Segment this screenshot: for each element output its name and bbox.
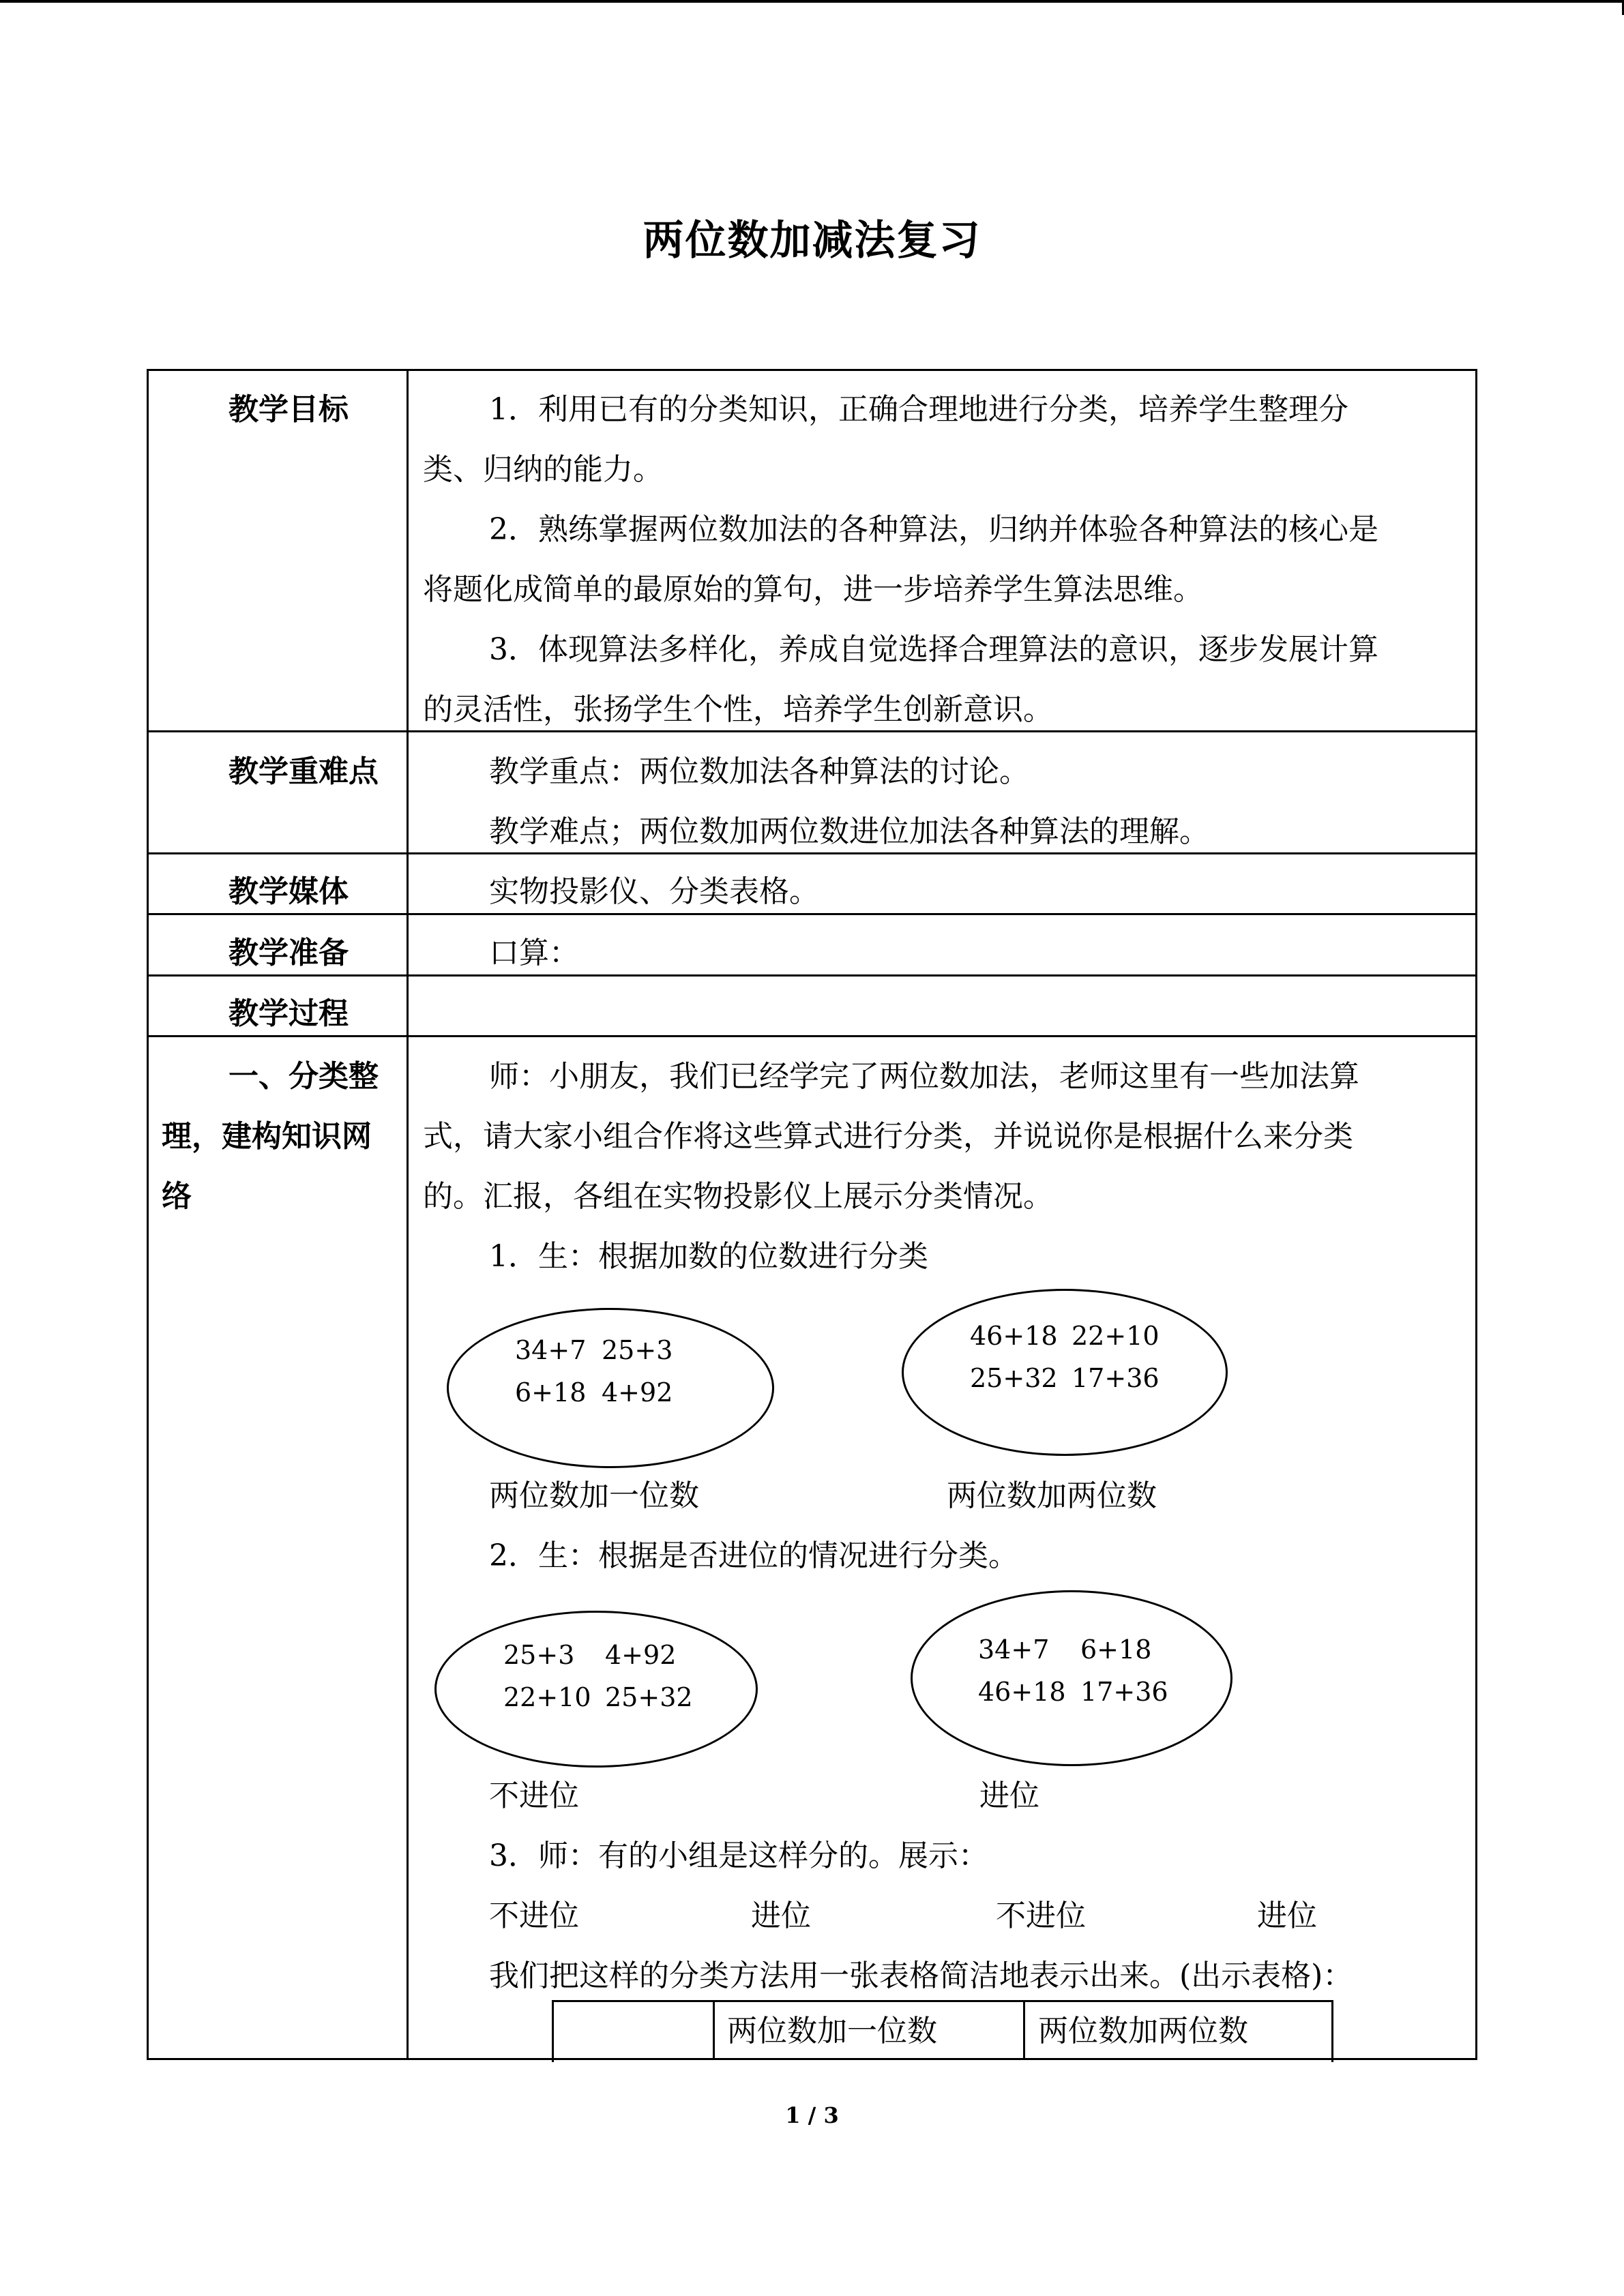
step3-text: 3．师：有的小组是这样分的。展示： xyxy=(489,1838,988,1873)
classification-table-header: 两位数加一位数 xyxy=(727,2014,937,2048)
ellipse-two-digit-plus-two-digit xyxy=(902,1289,1228,1456)
caption: 不进位 xyxy=(489,1778,579,1813)
media-value: 实物投影仪、分类表格。 xyxy=(489,874,819,909)
equation: 22+10 xyxy=(1072,1321,1160,1351)
key-point-line: 教学重点：两位数加法各种算法的讨论。 xyxy=(489,754,1029,789)
process-label: 教学过程 xyxy=(228,996,349,1031)
table-column-divider xyxy=(407,369,409,2060)
goals-line: 的灵活性，张扬学生个性，培养学生创新意识。 xyxy=(423,692,1053,727)
classification-table-header: 两位数加两位数 xyxy=(1038,2014,1248,2048)
section1-label: 一、分类整 xyxy=(228,1059,379,1094)
equation: 46+18 xyxy=(978,1677,1066,1707)
media-label: 教学媒体 xyxy=(228,874,349,909)
page-title: 两位数加减法复习 xyxy=(643,217,981,265)
step3-label: 进位 xyxy=(751,1898,811,1933)
prep-label: 教学准备 xyxy=(228,936,349,970)
equation: 25+32 xyxy=(605,1682,693,1712)
equation: 46+18 xyxy=(970,1321,1058,1351)
ellipse-no-carry xyxy=(434,1611,758,1768)
table-intro: 我们把这样的分类方法用一张表格简洁地表示出来。(出示表格)： xyxy=(489,1958,1353,1993)
key-points-label: 教学重难点 xyxy=(228,754,379,789)
goals-line: 将题化成简单的最原始的算句，进一步培养学生算法思维。 xyxy=(423,572,1203,607)
goals-line: 1．利用已有的分类知识，正确合理地进行分类，培养学生整理分 xyxy=(489,392,1348,427)
goals-line: 3．体现算法多样化，养成自觉选择合理算法的意识，逐步发展计算 xyxy=(489,632,1378,667)
caption: 进位 xyxy=(979,1778,1039,1813)
equation: 25+32 xyxy=(970,1363,1058,1393)
intro-line: 式，请大家小组合作将这些算式进行分类，并说说你是根据什么来分类 xyxy=(423,1119,1353,1154)
classification-table-divider xyxy=(1023,2000,1025,2060)
equation: 34+7 xyxy=(978,1635,1050,1665)
step1-text: 1．生：根据加数的位数进行分类 xyxy=(489,1239,928,1274)
ellipse-carry xyxy=(911,1590,1232,1766)
classification-table-divider xyxy=(713,2000,715,2060)
equation: 17+36 xyxy=(1080,1677,1168,1707)
intro-line: 的。汇报，各组在实物投影仪上展示分类情况。 xyxy=(423,1179,1053,1214)
intro-line: 师：小朋友，我们已经学完了两位数加法，老师这里有一些加法算 xyxy=(489,1059,1359,1094)
equation: 25+3 xyxy=(503,1640,575,1670)
equation: 22+10 xyxy=(503,1682,591,1712)
equation: 6+18 xyxy=(515,1377,587,1407)
caption: 两位数加一位数 xyxy=(489,1478,699,1513)
equation: 34+7 xyxy=(515,1335,587,1365)
step3-label: 进位 xyxy=(1257,1898,1317,1933)
equation: 6+18 xyxy=(1080,1635,1152,1665)
page-number: 1 / 3 xyxy=(785,2102,839,2128)
difficult-point-line: 教学难点；两位数加两位数进位加法各种算法的理解。 xyxy=(489,814,1209,849)
step3-label: 不进位 xyxy=(996,1898,1086,1933)
equation: 25+3 xyxy=(602,1335,673,1365)
step2-text: 2．生：根据是否进位的情况进行分类。 xyxy=(489,1538,1018,1573)
equation: 4+92 xyxy=(602,1377,673,1407)
section1-label: 理，建构知识网 xyxy=(162,1119,372,1154)
equation: 4+92 xyxy=(605,1640,677,1670)
goals-label: 教学目标 xyxy=(228,392,349,427)
section1-label: 络 xyxy=(162,1179,192,1214)
step3-label: 不进位 xyxy=(489,1898,579,1933)
goals-line: 2．熟练掌握两位数加法的各种算法，归纳并体验各种算法的核心是 xyxy=(489,512,1378,547)
equation: 17+36 xyxy=(1072,1363,1160,1393)
goals-line: 类、归纳的能力。 xyxy=(423,452,663,487)
prep-value: 口算： xyxy=(489,936,579,970)
caption: 两位数加两位数 xyxy=(947,1478,1157,1513)
top-border xyxy=(0,0,1624,3)
